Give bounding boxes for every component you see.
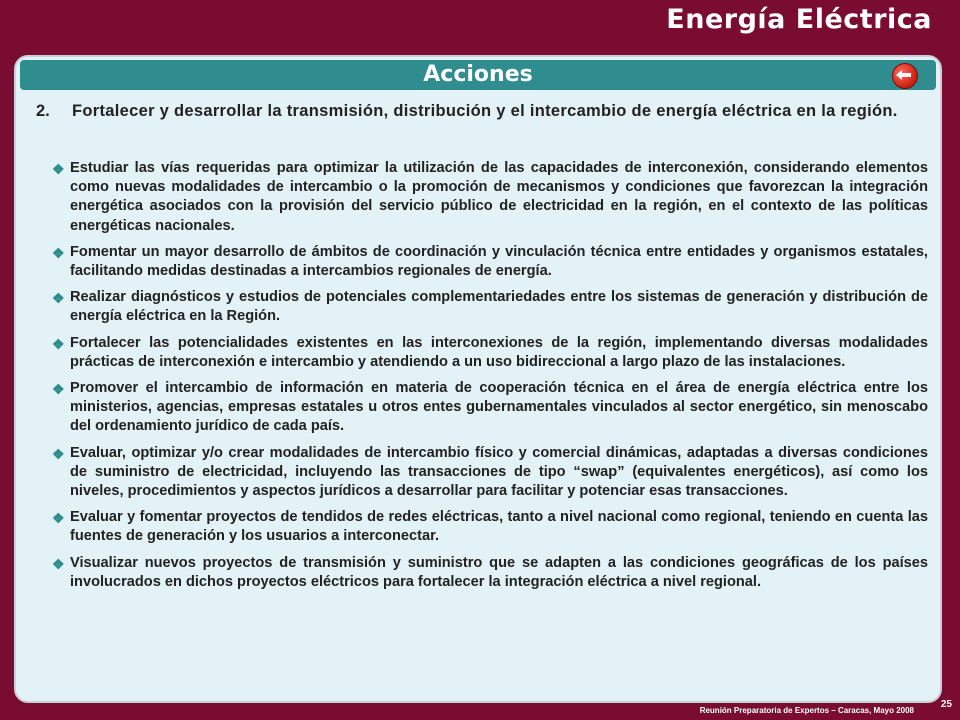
diamond-bullet-icon: ❖ — [52, 335, 65, 352]
list-item — [52, 508, 928, 546]
list-item-text: Visualizar nuevos proyectos de transmisión y suministro que se adapten a las condiciones geográficas de los países involucrados en dichos proyectos eléctricos para fortalecer la integración eléctrica a nivel regional. — [70, 554, 928, 590]
list-item-text: Fomentar un mayor desarrollo de ámbitos de coordinación y vinculación técnica entre entidades y organismos estatales, facilitando medidas destinadas a intercambios regionales de energía. — [70, 243, 928, 280]
list-item — [52, 379, 928, 437]
heading-text: Fortalecer y desarrollar la transmisión, distribución y el intercambio de energía eléctrica en la región. — [72, 102, 898, 120]
section-title: Acciones — [423, 62, 533, 87]
diamond-bullet-icon: ❖ — [52, 290, 65, 307]
list-item-text: Estudiar las vías requeridas para optimizar la utilización de las capacidades de interconexión, considerando elementos como nuevas modalidades de intercambio o la promoción de mecanismos y condiciones que favorezcan la integración energética asociados con la provisión del servicio público de electricidad en la región, en el contexto de las políticas energéticas nacionales. — [70, 160, 928, 234]
back-arrow-icon — [896, 69, 912, 81]
list-item — [52, 334, 928, 372]
diamond-bullet-icon: ❖ — [52, 445, 65, 462]
diamond-bullet-icon: ❖ — [52, 555, 65, 572]
diamond-bullet-icon: ❖ — [52, 244, 65, 261]
list-item-text: Evaluar, optimizar y/o crear modalidades de intercambio físico y comercial dinámicas, adaptadas a diversas condiciones de suministro de electricidad, incluyendo las transacciones de tipo “swap” (equivalentes energéticos), así como los niveles, procedimientos y aspectos jurídicos a desarrollar para facilitar y potenciar esas transacciones. — [70, 444, 928, 500]
list-item — [52, 243, 928, 281]
section-header — [20, 60, 936, 90]
diamond-bullet-icon: ❖ — [52, 161, 65, 177]
list-item-text: Evaluar y fomentar proyectos de tendidos de redes eléctricas, tanto a nivel nacional como regional, teniendo en cuenta las fuentes de generación y los usuarios a interconectar. — [70, 509, 928, 545]
list-item — [52, 288, 928, 326]
list-item — [52, 444, 928, 502]
list-item-text: Fortalecer las potencialidades existentes en las interconexiones de la región, implementando diversas modalidades prácticas de interconexión e intercambio y atendiendo a un uso bidireccional a largo plazo de las instalaciones. — [70, 334, 928, 370]
page-number: 25 — [940, 699, 952, 710]
list-item — [52, 554, 928, 592]
content-panel — [14, 55, 942, 703]
list-item-text: Promover el intercambio de información en materia de cooperación técnica en el área de energía eléctrica entre los ministerios, agencias, empresas estatales u otros entes gubernamentales vinculados al sector energético, sin menoscabo del ordenamiento jurídico de cada país. — [70, 380, 928, 435]
list-item — [52, 159, 928, 236]
back-button[interactable] — [892, 63, 918, 89]
list-item-text: Realizar diagnósticos y estudios de potenciales complementariedades entre los sistemas de generación y distribución de energía eléctrica en la Región. — [70, 289, 928, 325]
footer-text: Reunión Preparatoria de Expertos – Caracas, Mayo 2008 — [699, 706, 914, 715]
action-list — [52, 159, 928, 599]
diamond-bullet-icon: ❖ — [52, 510, 65, 527]
section-heading — [36, 99, 916, 123]
heading-number: 2. — [36, 102, 50, 120]
diamond-bullet-icon: ❖ — [52, 381, 65, 398]
slide-title: Energía Eléctrica — [666, 4, 932, 35]
